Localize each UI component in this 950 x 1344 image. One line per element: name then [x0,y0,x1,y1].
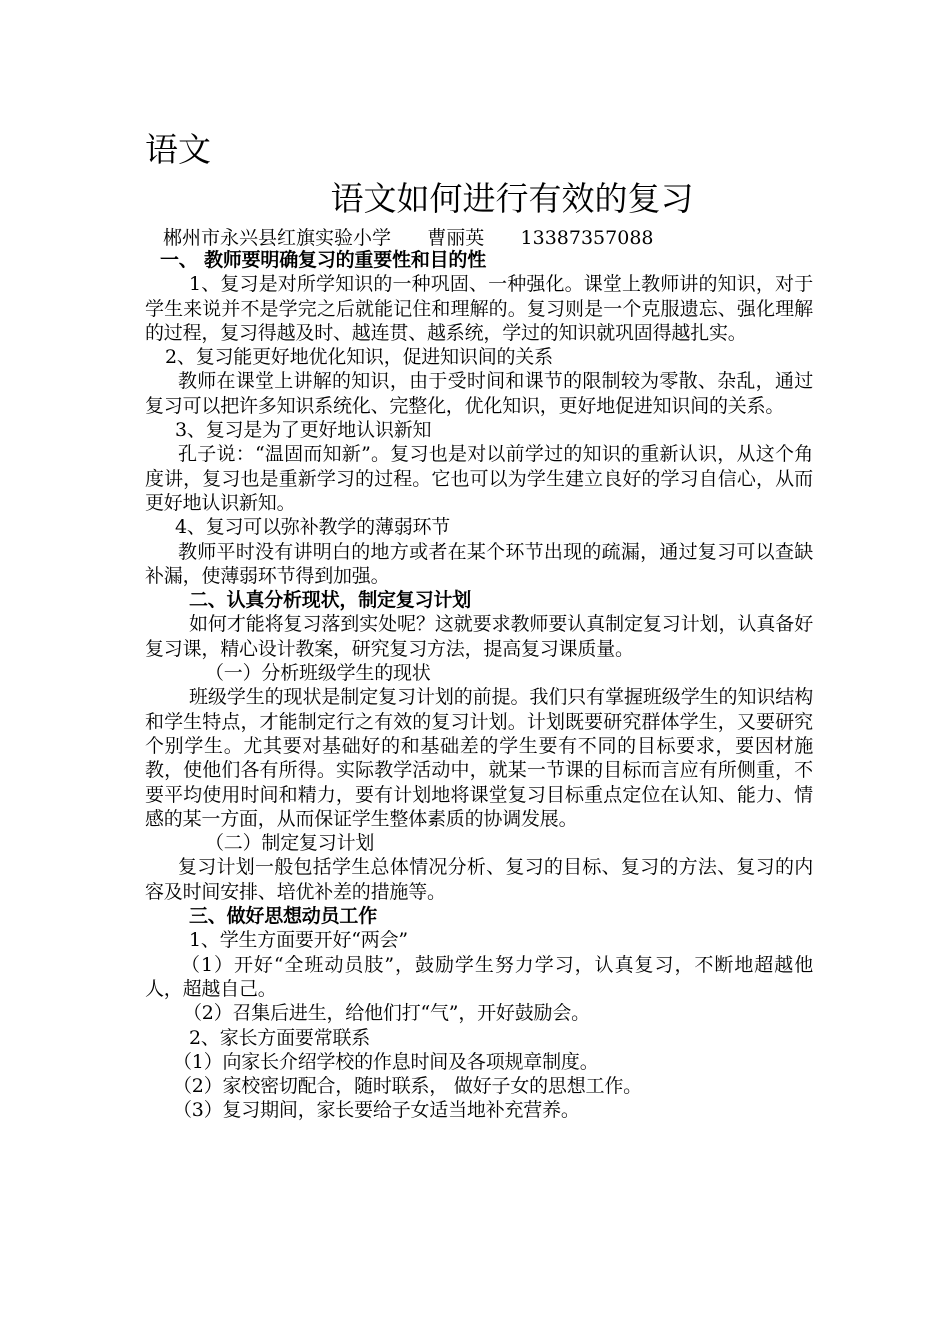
document-title: 语文如何进行有效的复习 [330,179,694,218]
subsection-heading: 2、家长方面要常联系 [189,1026,371,1049]
subsection-heading: 4、复习可以弥补教学的薄弱环节 [175,516,451,539]
paragraph: 孔子说：“温固而知新”。复习也是对以前学过的知识的重新认识，从这个角度讲，复习也是重新学习的过程。它也可以为学生建立良好的学习自信心，从而更好地认识新知。 [145,443,813,514]
paragraph: 教师在课堂上讲解的知识，由于受时间和课节的限制较为零散、杂乱，通过复习可以把许多知识系统化、完整化，优化知识，更好地促进知识间的关系。 [145,370,813,417]
section-heading: 一、 教师要明确复习的重要性和目的性 [160,249,487,271]
section-heading: 二、认真分析现状，制定复习计划 [189,589,472,612]
paragraph: 班级学生的现状是制定复习计划的前提。我们只有掌握班级学生的知识结构和学生特点，才能制定行之有效的复习计划。计划既要研究群体学生，又要研究个别学生。尤其要对基础好的和基础差的学生要有不同的目标要求，要因材施教，使他们各有所得。实际教学活动中，就某一节课的目标而言应有所侧重，不要平均使用时间和精力，要有计划地将课堂复习目标重点定位在认知、能力、情感的某一方面，从而保证学生整体素质的协调发展。 [145,686,813,830]
subsection-heading: 2、复习能更好地优化知识，促进知识间的关系 [165,346,553,369]
list-item: （1）开好“全班动员肢”，鼓励学生努力学习，认真复习，不断地超越他人，超越自己。 [145,953,813,1000]
subsection-heading: （二）制定复习计划 [205,832,375,855]
list-item: （1）向家长介绍学校的作息时间及各项规章制度。 [173,1050,599,1073]
paragraph: 1、复习是对所学知识的一种巩固、一种强化。课堂上教师讲的知识，对于学生来说并不是学完之后就能记住和理解的。复习则是一个克服遗忘、强化理解的过程，复习得越及时、越连贯、越系统，学过的知识就巩固得越扎实。 [145,273,813,344]
section-heading: 三、做好思想动员工作 [189,905,378,928]
paragraph: 复习计划一般包括学生总体情况分析、复习的目标、复习的方法、复习的内容及时间安排、培优补差的措施等。 [145,856,813,903]
byline-author: 曹丽英 [427,227,485,249]
byline-phone: 13387357088 [520,227,654,249]
subsection-heading: （一）分析班级学生的现状 [205,662,431,685]
document-body [145,248,813,1123]
paragraph: 如何才能将复习落到实处呢？这就要求教师要认真制定复习计划，认真备好复习课，精心设计教案，研究复习方法，提高复习课质量。 [145,613,813,660]
subject-heading: 语文 [145,130,211,169]
subsection-heading: 1、学生方面要开好“两会” [189,929,408,952]
byline-school: 郴州市永兴县红旗实验小学 [163,227,392,249]
list-item: （2）家校密切配合，随时联系， 做好子女的思想工作。 [173,1075,642,1098]
list-item: （2）召集后进生，给他们打“气”，开好鼓励会。 [183,1002,590,1025]
paragraph: 教师平时没有讲明白的地方或者在某个环节出现的疏漏，通过复习可以查缺补漏，使薄弱环节得到加强。 [145,540,813,587]
subsection-heading: 3、复习是为了更好地认识新知 [175,419,432,442]
list-item: （3）复习期间，家长要给子女适当地补充营养。 [173,1099,580,1122]
byline [163,226,654,250]
